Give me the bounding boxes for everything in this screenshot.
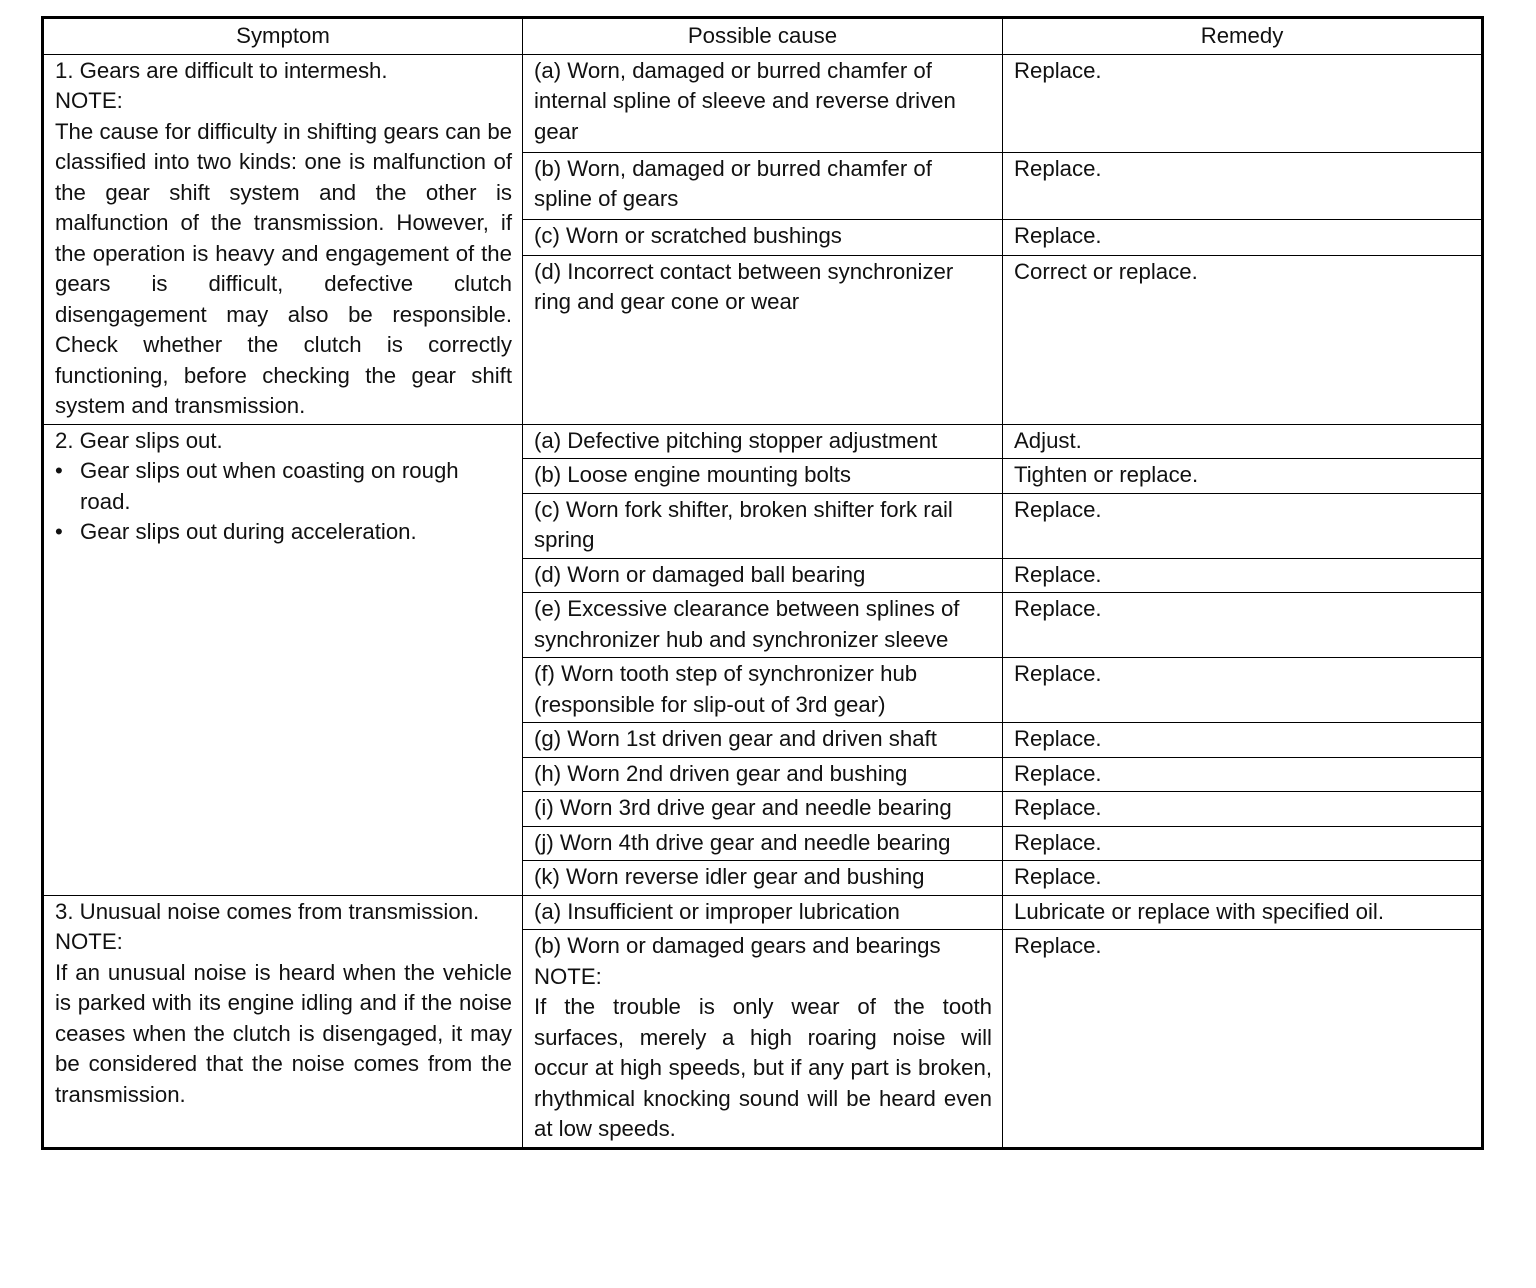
note-text: The cause for difficulty in shifting gears can be classified into two kinds: one is malfunction of the gear shift system and the other is malfunction of the transmission. However, if the operation is heavy and engagement of the gears is difficult, defective clutch disengagement may also be responsible. Check whether the clutch is correctly functioning, before checking the gear shift system and transmission.	[55, 118, 512, 418]
symptom-title: 1. Gears are difficult to intermesh.	[55, 57, 388, 83]
remedy-cell: Replace.	[1003, 658, 1483, 723]
cause-cell: (a) Worn, damaged or burred chamfer of internal spline of sleeve and reverse driven gear	[523, 54, 1003, 152]
remedy-cell: Replace.	[1003, 757, 1483, 792]
cause-cell: (c) Worn fork shifter, broken shifter fork rail spring	[523, 493, 1003, 558]
symptom-title: 3. Unusual noise comes from transmission.	[55, 898, 480, 924]
note-text: If the trouble is only wear of the tooth surfaces, merely a high roaring noise will occur at high speeds, but if any part is broken, rhythmical knocking sound will be heard even at low speeds.	[534, 994, 992, 1141]
symptom-bullet	[55, 456, 512, 517]
table-row	[43, 895, 1483, 930]
remedy-cell: Replace.	[1003, 558, 1483, 593]
cause-cell: (a) Defective pitching stopper adjustment	[523, 424, 1003, 459]
note-label: NOTE:	[534, 963, 602, 989]
remedy-cell: Replace.	[1003, 792, 1483, 827]
remedy-cell: Replace.	[1003, 152, 1483, 219]
remedy-cell: Adjust.	[1003, 424, 1483, 459]
remedy-cell: Replace.	[1003, 219, 1483, 255]
bullet-text: Gear slips out during acceleration.	[80, 519, 417, 544]
remedy-cell: Replace.	[1003, 54, 1483, 152]
cause-cell: (e) Excessive clearance between splines of synchronizer hub and synchronizer sleeve	[523, 593, 1003, 658]
cause-cell: (d) Worn or damaged ball bearing	[523, 558, 1003, 593]
remedy-cell: Replace.	[1003, 826, 1483, 861]
note-label: NOTE:	[55, 88, 123, 113]
header-row	[43, 18, 1483, 55]
symptom-bullet	[55, 517, 512, 548]
bullet-mark: •	[55, 458, 63, 483]
cause-cell: (k) Worn reverse idler gear and bushing	[523, 861, 1003, 896]
bullet-text: Gear slips out when coasting on rough road.	[80, 458, 459, 514]
note-label: NOTE:	[55, 929, 123, 954]
cause-cell: (g) Worn 1st driven gear and driven shaft	[523, 723, 1003, 758]
cause-cell: (b) Worn, damaged or burred chamfer of spline of gears	[523, 152, 1003, 219]
cause-cell: (a) Insufficient or improper lubrication	[523, 895, 1003, 930]
note-text: If an unusual noise is heard when the vehicle is parked with its engine idling and if the noise ceases when the clutch is disengaged, it may be considered that the noise comes from the transmission.	[55, 959, 512, 1107]
symptom-1-cell	[43, 54, 523, 424]
bullet-mark: •	[55, 519, 63, 544]
cause-cell: (f) Worn tooth step of synchronizer hub (responsible for slip-out of 3rd gear)	[523, 658, 1003, 723]
table-row	[43, 424, 1483, 459]
cause-cell: (j) Worn 4th drive gear and needle bearing	[523, 826, 1003, 861]
table-row	[43, 54, 1483, 152]
header-symptom: Symptom	[43, 18, 523, 55]
cause-cell: (h) Worn 2nd driven gear and bushing	[523, 757, 1003, 792]
cause-cell: (d) Incorrect contact between synchronizer ring and gear cone or wear	[523, 255, 1003, 424]
remedy-cell: Tighten or replace.	[1003, 459, 1483, 494]
cause-cell: (c) Worn or scratched bushings	[523, 219, 1003, 255]
cause-cell: (b) Loose engine mounting bolts	[523, 459, 1003, 494]
header-remedy: Remedy	[1003, 18, 1483, 55]
cause-cell-with-note	[523, 930, 1003, 1149]
remedy-cell: Replace.	[1003, 493, 1483, 558]
cause-text: (b) Worn or damaged gears and bearings	[534, 933, 941, 958]
remedy-cell: Replace.	[1003, 593, 1483, 658]
remedy-cell: Replace.	[1003, 723, 1483, 758]
symptom-title: 2. Gear slips out.	[55, 427, 223, 453]
troubleshooting-table	[41, 16, 1484, 1150]
symptom-2-cell	[43, 424, 523, 895]
remedy-cell: Replace.	[1003, 930, 1483, 1149]
remedy-cell: Replace.	[1003, 861, 1483, 896]
header-possible-cause: Possible cause	[523, 18, 1003, 55]
remedy-cell: Correct or replace.	[1003, 255, 1483, 424]
cause-cell: (i) Worn 3rd drive gear and needle bearing	[523, 792, 1003, 827]
remedy-cell: Lubricate or replace with specified oil.	[1003, 895, 1483, 930]
symptom-3-cell	[43, 895, 523, 1148]
